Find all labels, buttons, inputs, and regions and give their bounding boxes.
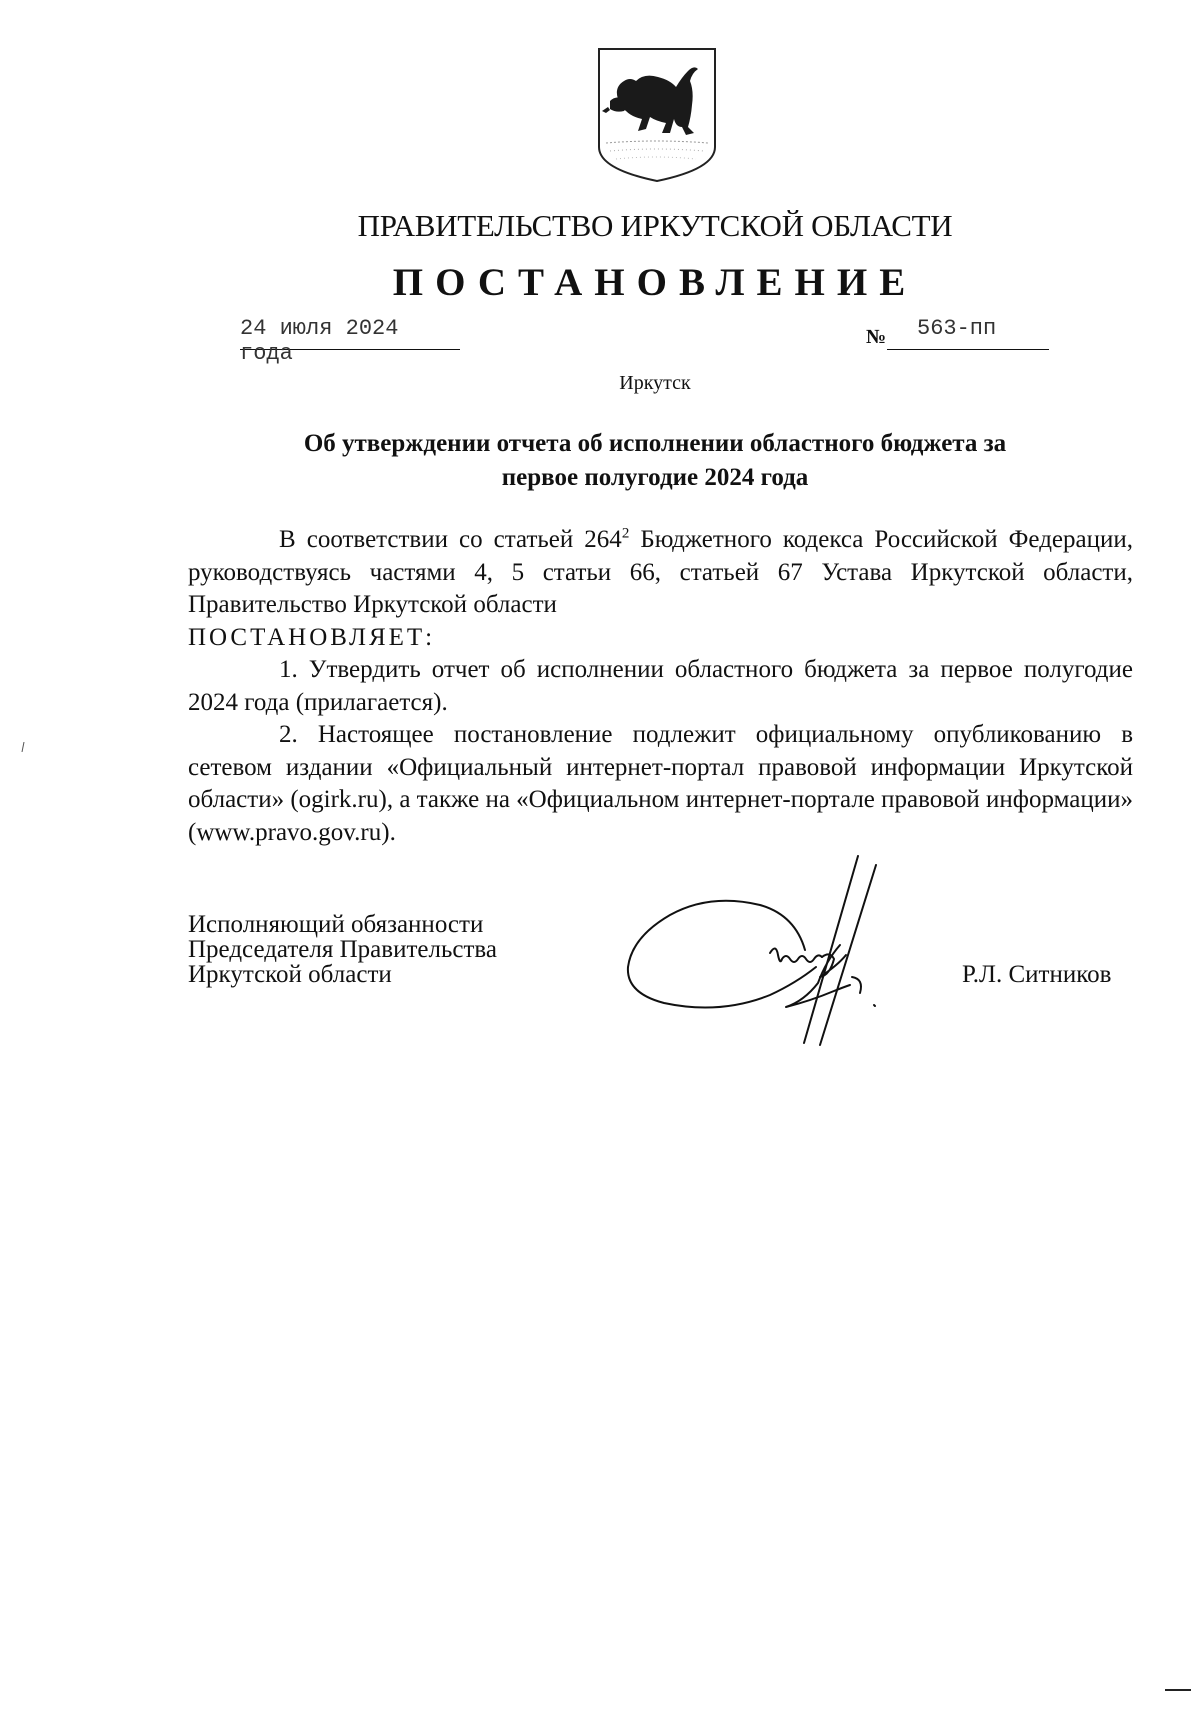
signatory-position [188, 912, 497, 987]
document-date: 24 июля 2024 года [240, 316, 399, 366]
signatory-name: Р.Л. Ситников [962, 961, 1112, 988]
document-date-field [240, 316, 460, 366]
scan-mark [21, 742, 25, 752]
resolves-word: ПОСТАНОВЛЯЕТ: [188, 623, 436, 651]
signatory-position-line-1: Исполняющий обязанности [188, 911, 484, 938]
item-2-paragraph: 2. Настоящее постановление подлежит официальному опубликованию в сетевом издании «Официальный интернет-портал правовой информации Иркутской области» (ogirk.ru), а также на «Официальном интернет-портале правовой информации» (www.pravo.gov.ru). [188, 721, 1133, 846]
page-edge-mark [1165, 1689, 1191, 1691]
document-number: 563-пп [917, 316, 997, 341]
document-number-field [887, 316, 1049, 350]
coat-of-arms-emblem [596, 47, 718, 183]
signatory-position-line-3: Иркутской области [188, 961, 392, 988]
preamble-text-part1: В соответствии со статьей 264 [279, 526, 622, 553]
document-body [188, 524, 1133, 849]
signatory-position-line-2: Председателя Правительства [188, 936, 497, 963]
preamble-text-part2: Бюджетного кодекса Российской Федерации, руководствуясь частями 4, 5 статьи 66, статьей 67 Устава Иркутской области, Правительство Иркутской области [188, 526, 1133, 618]
document-subject [240, 427, 1070, 495]
place-of-issue: Иркутск [619, 372, 691, 394]
handwritten-signature [620, 855, 950, 1055]
subject-line-1: Об утверждении отчета об исполнении областного бюджета за [303, 430, 1007, 457]
document-type-heading: ПОСТАНОВЛЕНИЕ [392, 261, 918, 304]
article-superscript: 2 [621, 525, 630, 542]
item-1-paragraph: 1. Утвердить отчет об исполнении областного бюджета за первое полугодие 2024 года (прилагается). [188, 656, 1133, 716]
organization-title: ПРАВИТЕЛЬСТВО ИРКУТСКОЙ ОБЛАСТИ [357, 208, 953, 243]
subject-line-2: первое полугодие 2024 года [501, 464, 809, 491]
preamble-paragraph [188, 524, 1133, 622]
number-sign: № [866, 326, 887, 348]
